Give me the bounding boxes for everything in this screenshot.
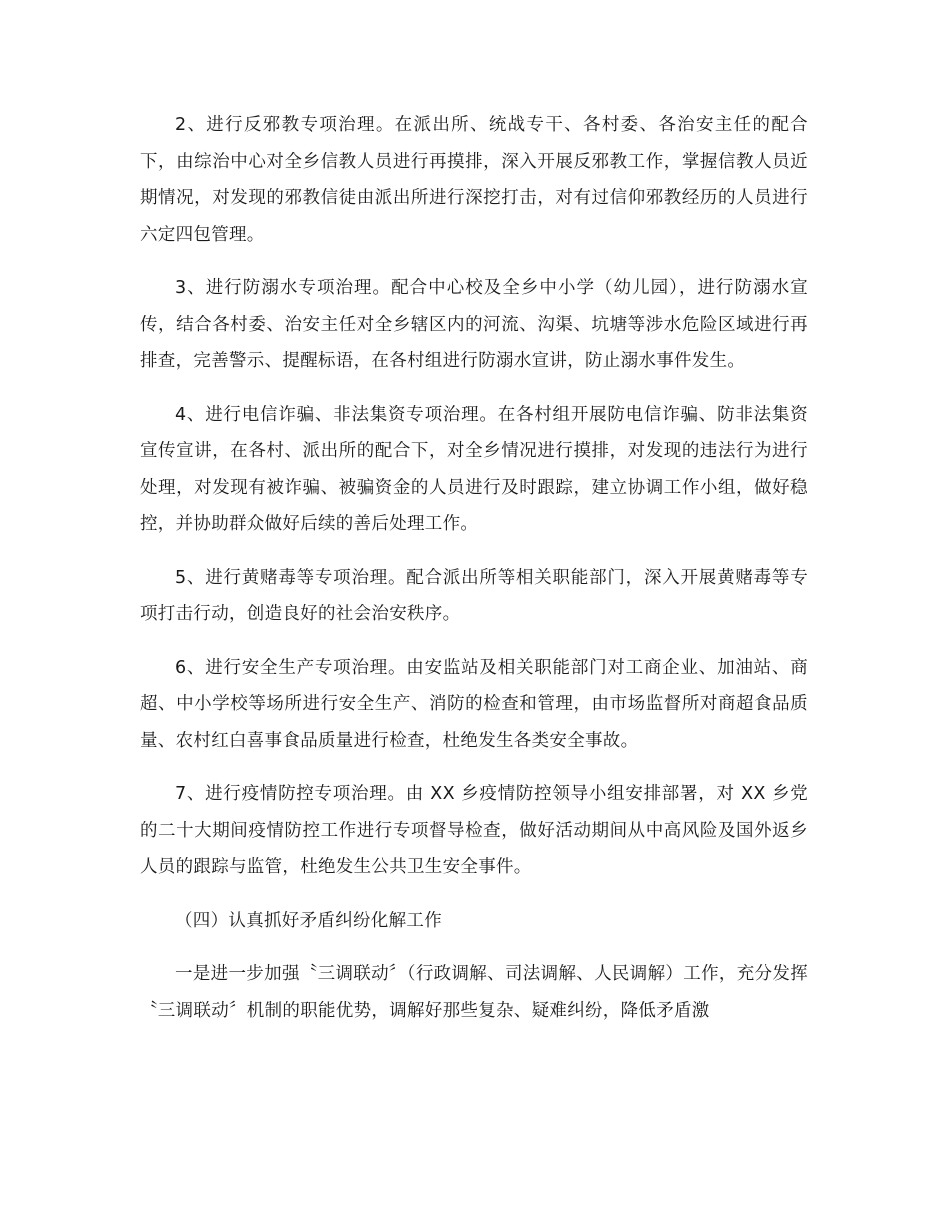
paragraph-item-6: 6、进行安全生产专项治理。由安监站及相关职能部门对工商企业、加油站、商超、中小学校等场所进行安全生产、消防的检查和管理，由市场监督所对商超食品质量、农村红白喜事食品质量进行检查，杜绝发生各类安全事故。 bbox=[140, 657, 808, 751]
paragraph-item-2: 2、进行反邪教专项治理。在派出所、统战专干、各村委、各治安主任的配合下，由综治中心对全乡信教人员进行再摸排，深入开展反邪教工作，掌握信教人员近期情况，对发现的邪教信徒由派出所进行深挖打击，对有过信仰邪教经历的人员进行六定四包管理。 bbox=[140, 115, 808, 245]
section-heading: （四）认真抓好矛盾纠纷化解工作 bbox=[175, 910, 442, 931]
paragraph-item-3: 3、进行防溺水专项治理。配合中心校及全乡中小学（幼儿园），进行防溺水宣传，结合各村委、治安主任对全乡辖区内的河流、沟渠、坑塘等涉水危险区域进行再排查，完善警示、提醒标语，在各村组进行防溺水宣讲，防止溺水事件发生。 bbox=[140, 278, 808, 371]
paragraph-item-5: 5、进行黄赌毒等专项治理。配合派出所等相关职能部门，深入开展黄赌毒等专项打击行动，创造良好的社会治安秩序。 bbox=[140, 567, 808, 624]
final-paragraph: 一是进一步加强〝三调联动〞（行政调解、司法调解、人民调解）工作，充分发挥〝三调联动〞机制的职能优势，调解好那些复杂、疑难纠纷，降低矛盾激 bbox=[140, 964, 808, 1021]
paragraph-item-7: 7、进行疫情防控专项治理。由 XX 乡疫情防控领导小组安排部署，对 XX 乡党的二十大期间疫情防控工作进行专项督导检查，做好活动期间从中高风险及国外返乡人员的跟踪与监管，杜绝发生公共卫生安全事件。 bbox=[140, 784, 808, 877]
document-body bbox=[140, 107, 808, 1046]
paragraph-item-4: 4、进行电信诈骗、非法集资专项治理。在各村组开展防电信诈骗、防非法集资宣传宣讲，在各村、派出所的配合下，对全乡情况进行摸排，对发现的违法行为进行处理，对发现有被诈骗、被骗资金的人员进行及时跟踪，建立协调工作小组，做好稳控，并协助群众做好后续的善后处理工作。 bbox=[140, 404, 808, 534]
